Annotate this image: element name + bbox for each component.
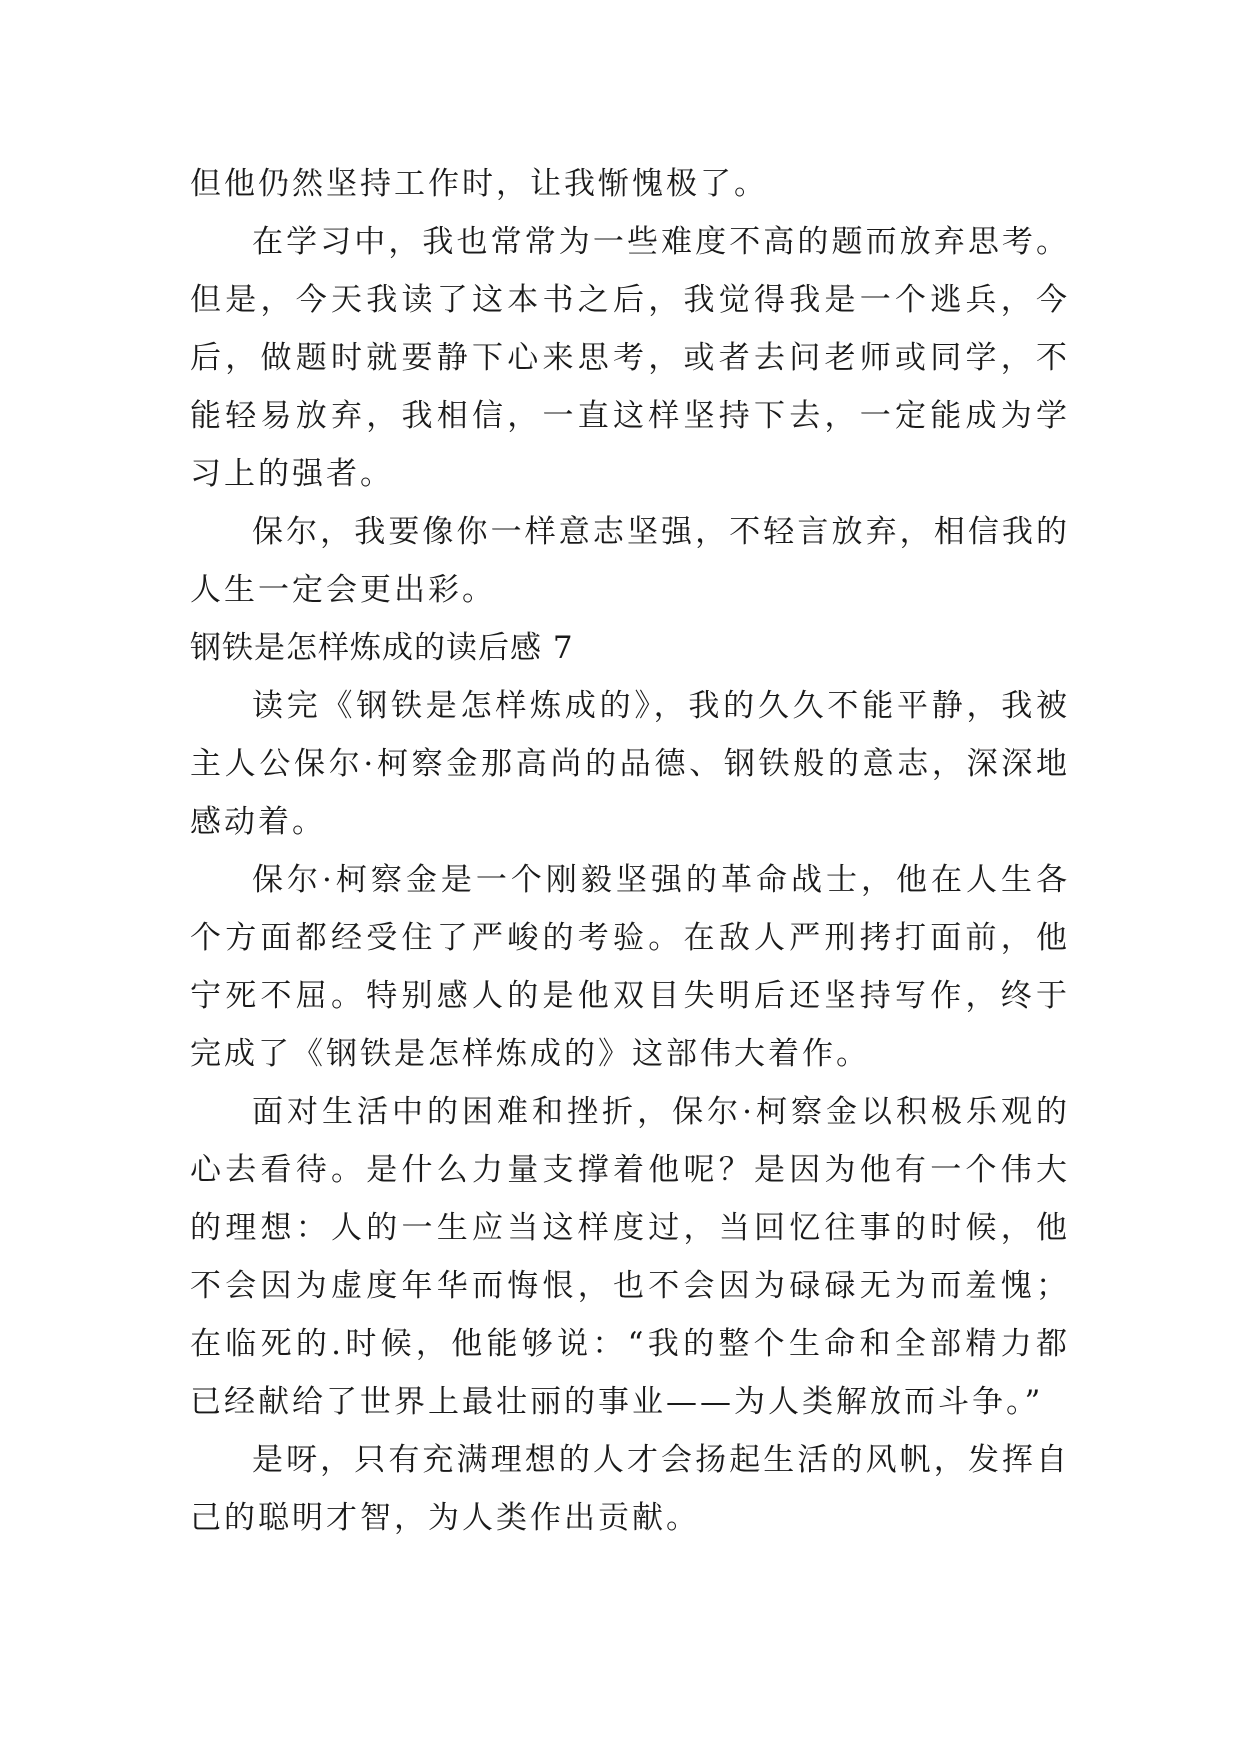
paragraph-1: 但他仍然坚持工作时，让我惭愧极了。 [190,166,768,202]
paragraph-2: 在学习中，我也常常为一些难度不高的题而放弃思考。但是，今天我读了这本书之后，我觉得我是一个逃兵，今后，做题时就要静下心来思考，或者去问老师或同学，不能轻易放弃，我相信，一直这样坚持下去，一定能成为学习上的强者。 [190,224,1070,492]
section-paragraph-3: 面对生活中的困难和挫折，保尔·柯察金以积极乐观的心去看待。是什么力量支撑着他呢？是因为他有一个伟大的理想：人的一生应当这样度过，当回忆往事的时候，他不会因为虚度年华而悔恨，也不会因为碌碌无为而羞愧；在临死的.时候，他能够说：“我的整个生命和全部精力都已经献给了世界上最壮丽的事业——为人类解放而斗争。” [190,1094,1070,1420]
section-paragraph-4: 是呀，只有充满理想的人才会扬起生活的风帆，发挥自己的聪明才智，为人类作出贡献。 [190,1442,1070,1536]
section-paragraph-1: 读完《钢铁是怎样炼成的》，我的久久不能平静，我被主人公保尔·柯察金那高尚的品德、钢铁般的意志，深深地感动着。 [190,688,1070,840]
section-title: 钢铁是怎样炼成的读后感 7 [190,630,574,666]
paragraph-3: 保尔，我要像你一样意志坚强，不轻言放弃，相信我的人生一定会更出彩。 [190,514,1070,608]
section-paragraph-2: 保尔·柯察金是一个刚毅坚强的革命战士，他在人生各个方面都经受住了严峻的考验。在敌人严刑拷打面前，他宁死不屈。特别感人的是他双目失明后还坚持写作，终于完成了《钢铁是怎样炼成的》这部伟大着作。 [190,862,1070,1072]
document-body [190,155,1070,1547]
